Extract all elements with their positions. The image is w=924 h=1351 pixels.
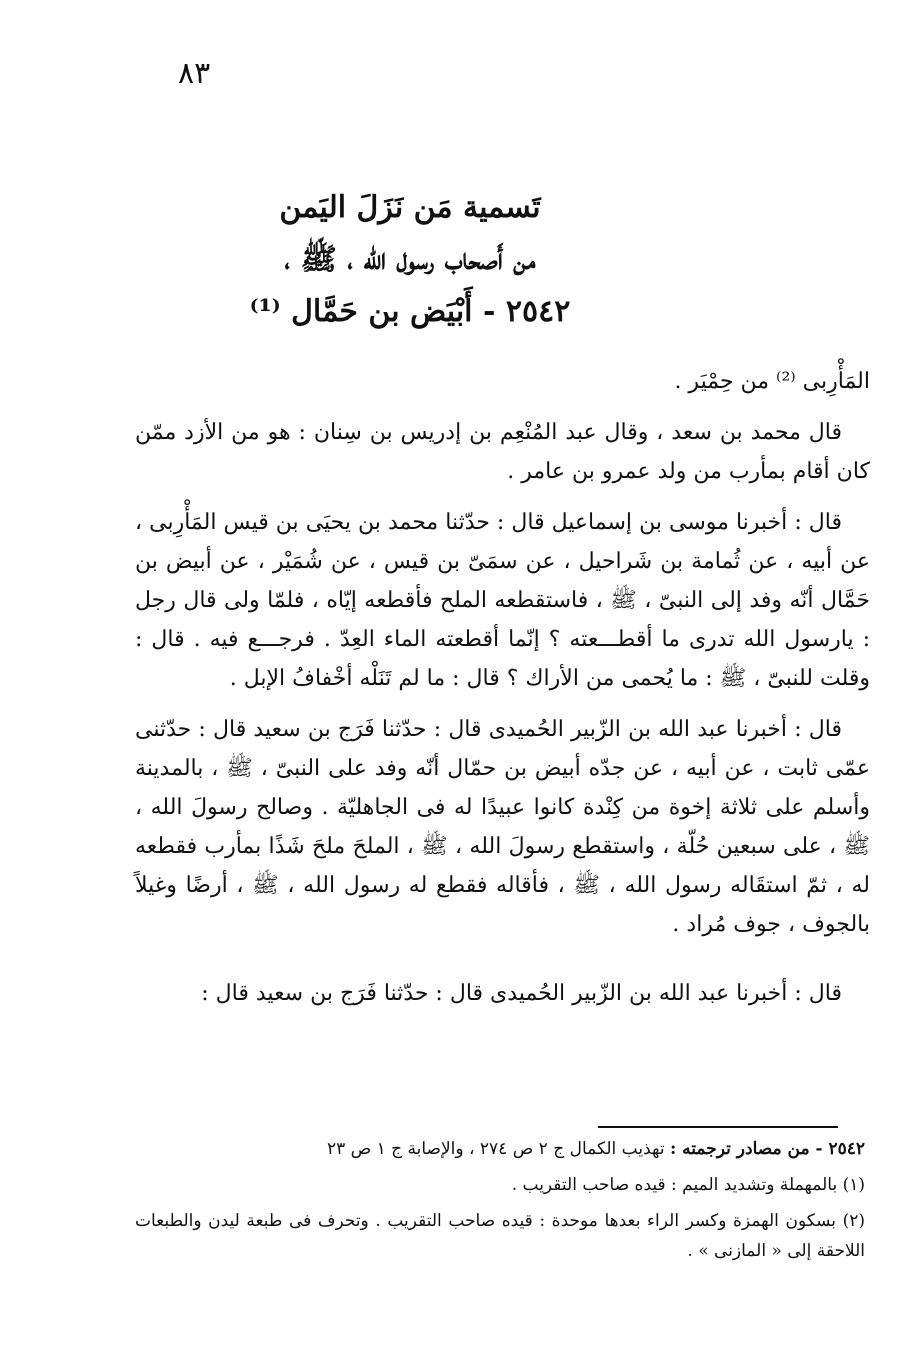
paragraph-hadith-1: قال : أخبرنا موسى بن إسماعيل قال : حدّثنا محمد بن يحيَى بن قيس المَأْرِبى ، عن أبيه ، عن ثُمامة بن شَراحيل ، عن سمَىّ بن قيس ، عن شُمَيْر ، عن أبيض بن حَمَّال أنّه وفد إلى النبىّ ، ﷺ ، فاستقطعه الملح فأقطعه إيّاه ، فلمّا ولى قال رجل : يارسول الله تدرى ما أقطـــعته ؟ إنّما أقطعته الماء العِدّ . فرجـــع فيه . قال : وقلت للنبىّ ، ﷺ : ما يُحمى من الأراك ؟ قال : ما لم تَنَلْه أخْفافُ الإبل . (135, 510, 870, 691)
footnote-divider (598, 1126, 838, 1128)
footnote-1: (١) بالمهملة وتشديد الميم : قيده صاحب التقريب . (511, 1175, 865, 1195)
footnote-2: (٢) بسكون الهمزة وكسر الراء بعدها موحدة : قيده صاحب التقريب . وتحرف فى طبعة ليدن والطبعات اللاحقة إلى « المازنى » . (135, 1211, 865, 1261)
footnote-sources-text: تهذيب الكمال ج ٢ ص ٢٧٤ ، والإصابة ج ١ ص ٢٣ (326, 1139, 665, 1159)
footnote-sources-label: ٢٥٤٢ - من مصادر ترجمته : (669, 1139, 865, 1159)
page-number: ٨٣ (178, 56, 211, 91)
heading-line-1: تَسمية مَن نَزَلَ اليَمن (279, 190, 541, 225)
paragraph-lineage: المَأْرِبى ⁽²⁾ من حِمْيَر . (674, 369, 870, 394)
paragraph-gap (135, 956, 870, 974)
main-text (135, 362, 870, 1025)
footnote-sources (135, 1134, 865, 1164)
paragraph-hadith-2: قال : أخبرنا عبد الله بن الزّبير الحُميدى قال : حدّثنا فَرَج بن سعيد قال : حدّثنى عمّى ثابت ، عن أبيه ، عن جدّه أبيض بن حمّال أنّه وفد على النبىّ ، ﷺ ، بالمدينة وأسلم على ثلاثة إخوة من كِنْدة كانوا عبيدًا له فى الجاهليّة . وصالح رسولَ الله ، ﷺ ، على سبعين حُلّة ، واستقطع رسولَ الله ، ﷺ ، الملحَ ملحَ شَذًا بمأرب فقطعه له ، ثمّ استقَاله رسول الله ، ﷺ ، فأقاله فقطع له رسول الله ، ﷺ ، أرضًا وغيلاً بالجوف ، جوف مُراد . (135, 717, 870, 937)
paragraph-origin: قال محمد بن سعد ، وقال عبد المُنْعِم بن إدريس بن سِنان : هو من الأزد ممّن كان أقام بمأرب من ولد عمرو بن عامر . (135, 420, 870, 484)
heading-line-2: من أَصحاب رسول الله ، ﷺ ، (284, 242, 536, 277)
paragraph-hadith-3: قال : أخبرنا عبد الله بن الزّبير الحُميدى قال : حدّثنا فَرَج بن سعيد قال : (201, 981, 842, 1006)
footnotes (135, 1134, 865, 1272)
chapter-heading (160, 182, 660, 338)
entry-title: ٢٥٤٢ - أَبْيَض بن حَمَّال ⁽¹⁾ (249, 294, 571, 329)
